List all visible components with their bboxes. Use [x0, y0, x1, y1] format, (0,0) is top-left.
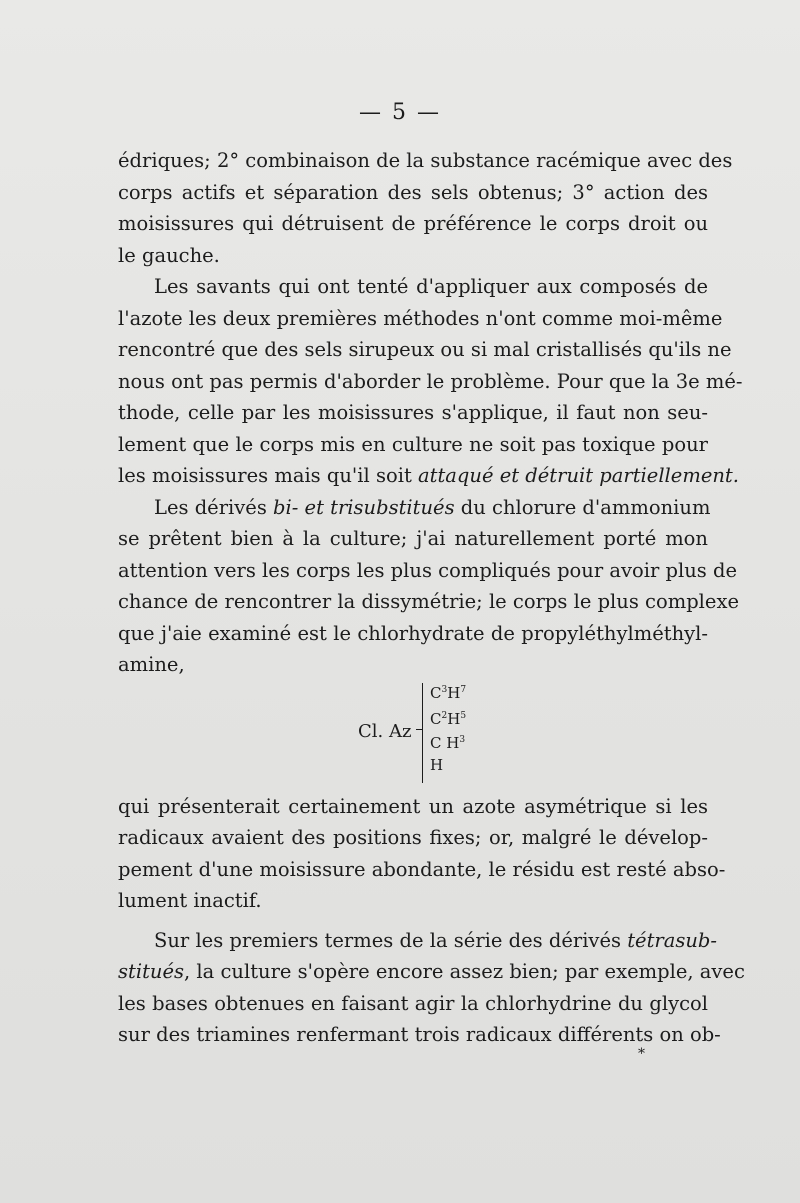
emphasis: stitués	[118, 960, 185, 983]
signature-mark: *	[638, 1046, 645, 1062]
text-line: se prêtent bien à la culture; j'ai naturellement porté mon	[118, 527, 708, 550]
text-line: l'azote les deux premières méthodes n'ont comme moi-même	[118, 306, 723, 330]
text-line: que j'aie examiné est le chlorhydrate de propyléthylméthyl-	[118, 621, 708, 645]
text-line: les bases obtenues en faisant agir la chlorhydrine du glycol	[118, 991, 708, 1015]
formula-radical: $C^3H^7$	[430, 683, 467, 702]
text-line: radicaux avaient des positions fixes; or, malgré le dévelop-	[118, 826, 708, 849]
body-text	[118, 145, 745, 1051]
text-line: les moisissures mais qu'il soit attaqué et détruit partiellement.	[118, 464, 739, 487]
text-line: qui présenterait certainement un azote asymétrique si les	[118, 794, 708, 818]
page-number: — 5 —	[359, 100, 441, 125]
text-line: sur des triamines renfermant trois radicaux différents on ob-	[118, 1023, 721, 1046]
text-line: amine,	[118, 653, 185, 676]
text-line: Les savants qui ont tenté d'appliquer aux composés de	[154, 275, 708, 298]
text-line: moisissures qui détruisent de préférence le corps droit ou	[118, 212, 708, 235]
formula-radical: $C^2H^5$	[430, 709, 467, 728]
text-line: lement que le corps mis en culture ne soit pas toxique pour	[118, 432, 708, 456]
chemical-formula	[118, 681, 708, 791]
formula-radical: C $H^3$	[430, 733, 466, 752]
text-line: corps actifs et séparation des sels obtenus; 3° action des	[118, 180, 708, 204]
text-line: stitués, la culture s'opère encore assez bien; par exemple, avec	[118, 960, 745, 983]
text-line: Sur les premiers termes de la série des dérivés tétrasub-	[154, 928, 718, 952]
text-line: pement d'une moisissure abondante, le résidu est resté abso-	[118, 857, 726, 881]
emphasis: tétrasub-	[627, 928, 718, 952]
text-line: édriques; 2° combinaison de la substance racémique avec des	[118, 149, 733, 172]
emphasis: bi- et trisubstitués	[273, 495, 455, 519]
formula-lhs: Cl. Az	[358, 720, 412, 742]
text-line: nous ont pas permis d'aborder le problème. Pour que la 3e mé-	[118, 369, 743, 393]
text-line: rencontré que des sels sirupeux ou si mal cristallisés qu'ils ne	[118, 338, 732, 361]
text-line: le gauche.	[118, 243, 220, 267]
text-line: lument inactif.	[118, 889, 262, 912]
text-line: Les dérivés bi- et trisubstitués du chlorure d'ammonium	[154, 495, 711, 519]
text-line: attention vers les corps les plus compliqués pour avoir plus de	[118, 558, 738, 582]
text-line: thode, celle par les moisissures s'applique, il faut non seu-	[118, 401, 708, 424]
text-line: chance de rencontrer la dissymétrie; le corps le plus complexe	[118, 590, 740, 613]
formula-radical: H	[430, 755, 444, 774]
emphasis: attaqué et détruit partiellement.	[417, 464, 739, 487]
